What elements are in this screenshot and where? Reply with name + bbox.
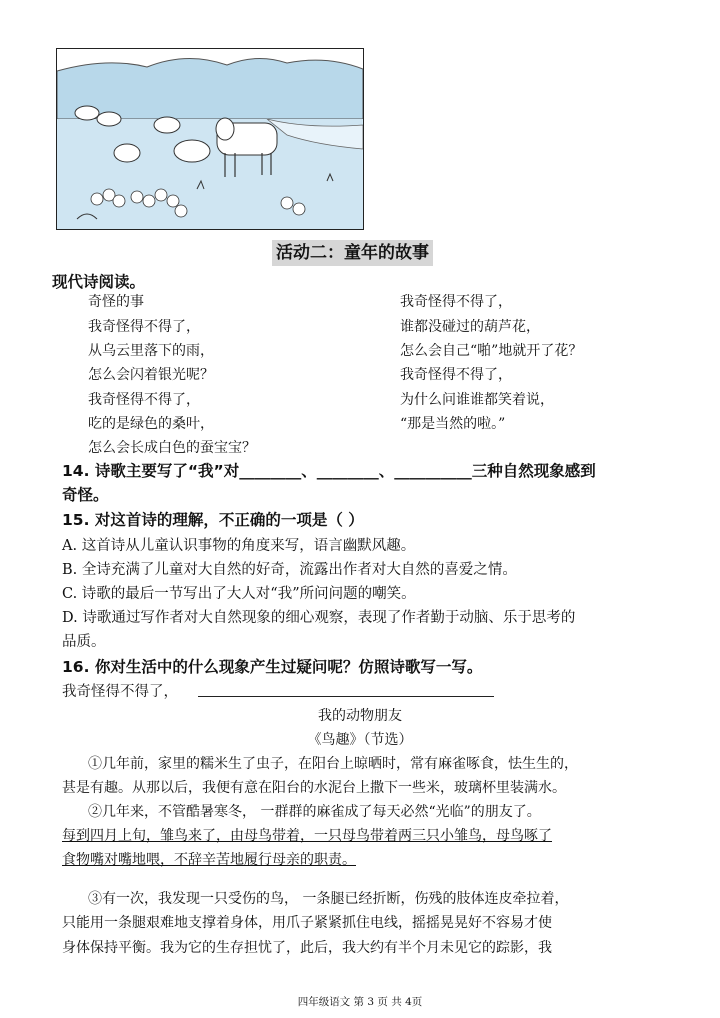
paragraph-1-cont: 甚是有趣。从那以后，我便有意在阳台的水泥台上撒下一些米，玻璃杯里装满水。 [62,780,566,796]
paragraph-1: ①几年前，家里的糯米生了虫子，在阳台上晾晒时，常有麻雀啄食，怯生生的， [88,756,578,772]
paragraph-2-underlined: 每到四月上旬，雏鸟来了，由母鸟带着，一只母鸟带着两三只小雏鸟，母鸟啄了 [62,828,552,844]
poem-line: 我奇怪得不得了， [88,319,200,335]
page-footer: 四年级语文 第 3 页 共 4页 [297,996,423,1008]
paragraph-2-underlined-cont: 食物嘴对嘴地喂，不辞辛苦地履行母亲的职责。 [62,852,356,868]
poem-line: 我奇怪得不得了， [400,294,512,310]
article-title: 我的动物朋友 [318,708,402,724]
poem-line: “那是当然的啦。” [400,416,506,432]
poem-line: 我奇怪得不得了， [88,392,200,408]
option-b: B. 全诗充满了儿童对大自然的好奇，流露出作者对大自然的喜爱之情。 [62,562,517,578]
paragraph-3: ③有一次，我发现一只受伤的鸟， 一条腿已经折断，伤残的肢体连皮牵拉着， [88,891,569,907]
poem-line: 怎么会自己“啪”地就开了花？ [400,343,583,359]
poem-line: 怎么会闪着银光呢？ [88,367,214,383]
question-16: 16. 你对生活中的什么现象产生过疑问呢？仿照诗歌写一写。 [62,658,483,676]
option-c: C. 诗歌的最后一节写出了大人对“我”所问问题的嘲笑。 [62,586,416,602]
option-a: A. 这首诗从儿童认识事物的角度来写，语言幽默风趣。 [62,538,416,554]
pasture-illustration [56,48,364,230]
landscape-drawing [57,49,363,229]
option-d-cont: 品质。 [62,634,106,650]
poem-line: 吃的是绿色的桑叶， [88,416,214,432]
poem-line: 怎么会长成白色的蚕宝宝？ [88,440,256,456]
poem-line: 奇怪的事 [88,294,144,310]
poem-line: 谁都没碰过的葫芦花， [400,319,540,335]
poem-line: 我奇怪得不得了， [400,367,512,383]
question-15: 15. 对这首诗的理解，不正确的一项是（ ） [62,511,364,529]
paragraph-3-cont: 只能用一条腿艰难地支撑着身体，用爪子紧紧抓住电线，摇摇晃晃好不容易才使 [62,915,552,931]
option-d: D. 诗歌通过写作者对大自然现象的细心观察，表现了作者勤于动脑、乐于思考的 [62,610,576,626]
answer-prompt: 我奇怪得不得了， [62,684,178,700]
paragraph-3-cont2: 身体保持平衡。我为它的生存担忧了，此后，我大约有半个月未见它的踪影，我 [62,940,552,956]
paragraph-2: ②几年来，不管酷暑寒冬， 一群群的麻雀成了每天必然“光临”的朋友了。 [88,804,541,820]
section-heading: 活动二：童年的故事 [272,240,433,266]
answer-line[interactable] [198,696,494,697]
intro-text: 现代诗阅读。 [52,273,146,291]
poem-line: 为什么问谁谁都笑着说， [400,392,554,408]
article-subtitle: 《鸟趣》（节选） [307,732,413,748]
question-14: 14. 诗歌主要写了“我”对________、________、__________三种自然现象感到 [62,462,596,480]
poem-line: 从乌云里落下的雨， [88,343,214,359]
question-14-cont: 奇怪。 [62,486,109,504]
